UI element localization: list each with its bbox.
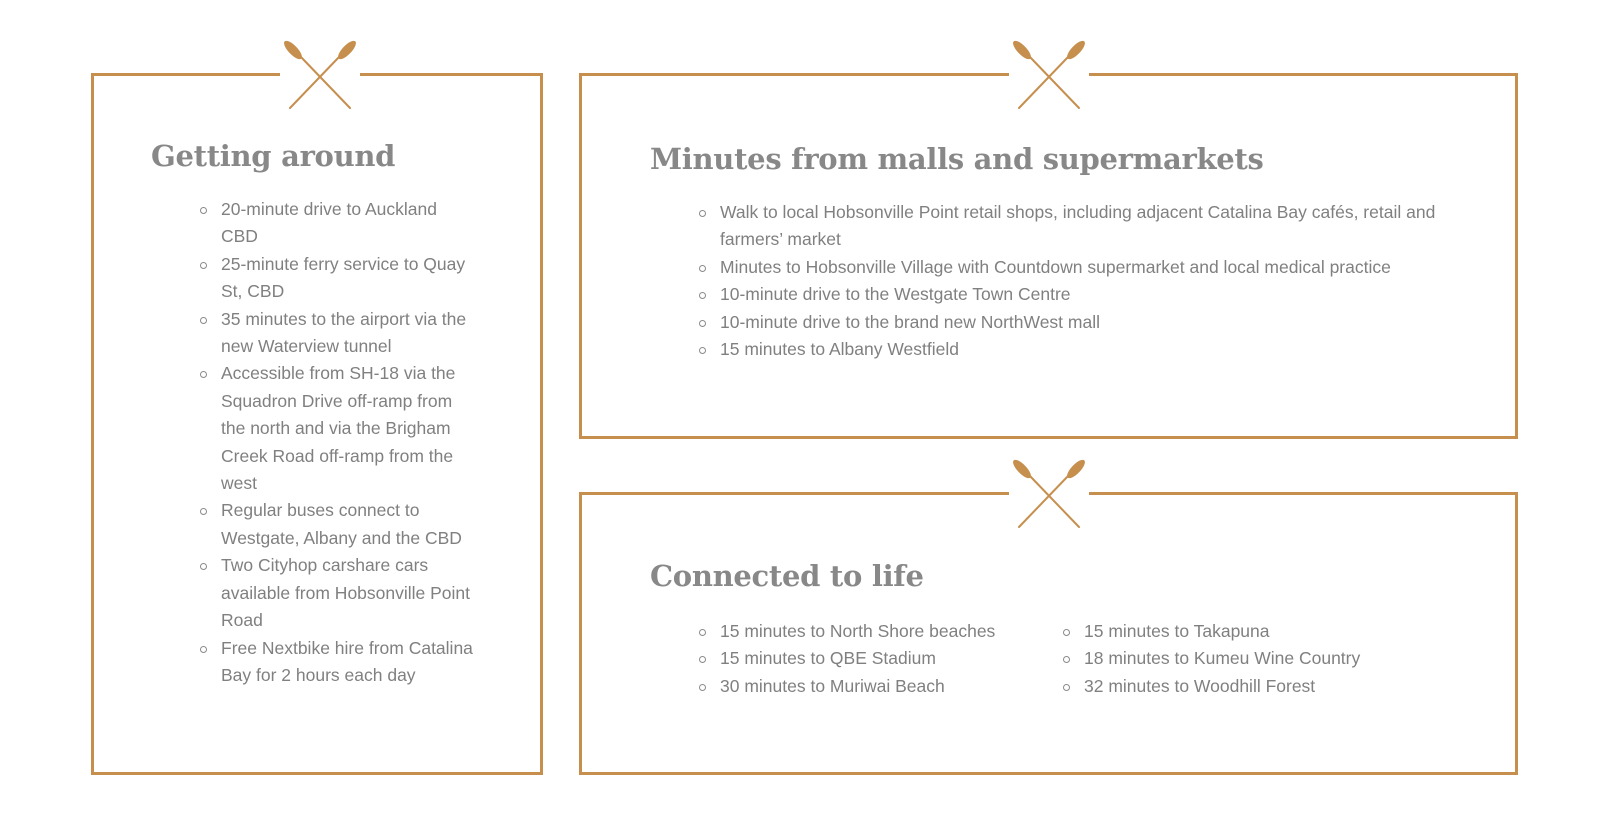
list-item: Accessible from SH-18 via the Squadron Drive off-ramp from the north and via the Brigham Creek Road off-ramp from the west xyxy=(200,360,475,497)
list-item: 20-minute drive to Auckland CBD xyxy=(200,196,475,251)
list-item: Regular buses connect to Westgate, Albany and the CBD xyxy=(200,497,475,552)
crossed-oars-icon xyxy=(280,40,360,110)
list-item: 10-minute drive to the Westgate Town Centre xyxy=(699,281,1444,308)
card-title: Connected to life xyxy=(650,559,924,593)
card-title: Minutes from malls and supermarkets xyxy=(650,142,1264,176)
list-item: Two Cityhop carshare cars available from Hobsonville Point Road xyxy=(200,552,475,634)
connected-list-right xyxy=(1063,618,1403,700)
list-item: Walk to local Hobsonville Point retail shops, including adjacent Catalina Bay cafés, retail and farmers’ market xyxy=(699,199,1444,254)
malls-card xyxy=(579,73,1518,439)
list-item: 15 minutes to North Shore beaches xyxy=(699,618,1039,645)
list-item: Free Nextbike hire from Catalina Bay for 2 hours each day xyxy=(200,635,475,690)
getting-around-card xyxy=(91,73,543,775)
list-item: 25-minute ferry service to Quay St, CBD xyxy=(200,251,475,306)
card-title: Getting around xyxy=(151,139,396,173)
connected-card xyxy=(579,492,1518,775)
list-item: 35 minutes to the airport via the new Waterview tunnel xyxy=(200,306,475,361)
list-item: 15 minutes to Albany Westfield xyxy=(699,336,1444,363)
list-item: 10-minute drive to the brand new NorthWest mall xyxy=(699,309,1444,336)
list-item: 15 minutes to QBE Stadium xyxy=(699,645,1039,672)
list-item: 18 minutes to Kumeu Wine Country xyxy=(1063,645,1403,672)
crossed-oars-icon xyxy=(1009,40,1089,110)
crossed-oars-icon xyxy=(1009,459,1089,529)
connected-list-left xyxy=(699,618,1039,700)
list-item: 32 minutes to Woodhill Forest xyxy=(1063,673,1403,700)
getting-around-list xyxy=(200,196,475,689)
list-item: 30 minutes to Muriwai Beach xyxy=(699,673,1039,700)
malls-list xyxy=(699,199,1444,363)
list-item: 15 minutes to Takapuna xyxy=(1063,618,1403,645)
list-item: Minutes to Hobsonville Village with Countdown supermarket and local medical practice xyxy=(699,254,1444,281)
